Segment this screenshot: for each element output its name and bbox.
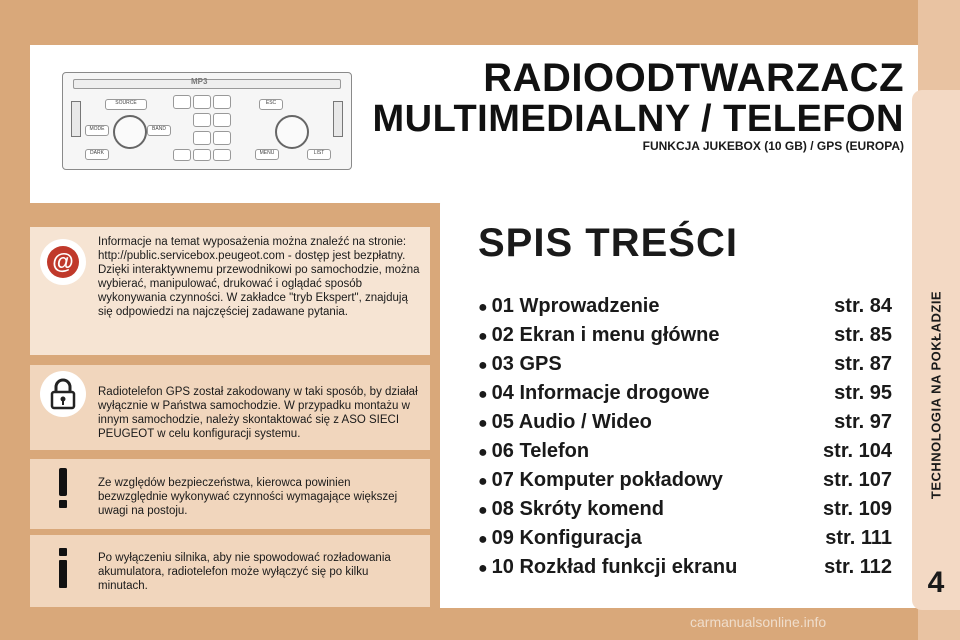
key-star: [173, 149, 191, 161]
info-note-text: Po wyłączeniu silnika, aby nie spowodować rozładowania akumulatora, radiotelefon może wyłączyć się po kilku minutach.: [98, 552, 391, 592]
mode-button: MODE: [85, 125, 109, 136]
info-note-battery: [30, 535, 430, 607]
toc-item-page: str. 97: [834, 410, 892, 433]
mp3-label: MP3: [191, 77, 208, 86]
toc-item-page: str. 87: [834, 352, 892, 375]
toc-item-page: str. 104: [823, 439, 892, 462]
info-note-security: [30, 365, 430, 450]
radio-illustration: [62, 72, 352, 170]
dark-button: DARK: [85, 149, 109, 160]
lock-icon: [40, 371, 86, 417]
toc-item-label: ● 07 Komputer pokładowy: [478, 468, 723, 491]
toc-item[interactable]: [478, 466, 892, 494]
toc-item-label: ● 06 Telefon: [478, 439, 590, 462]
at-sign-icon: [40, 239, 86, 285]
toc-item-label: ● 04 Informacje drogowe: [478, 381, 710, 404]
key-8: [193, 131, 211, 145]
toc-item-label: ● 03 GPS: [478, 352, 562, 375]
toc-item[interactable]: [478, 350, 892, 378]
key-2: [193, 95, 211, 109]
page-title-line-1: RADIOODTWARZACZ: [483, 56, 904, 100]
esc-button: ESC: [259, 99, 283, 110]
navigation-knob: [275, 115, 309, 149]
key-0: [193, 149, 211, 161]
left-side-slot: [71, 101, 81, 137]
key-3: [213, 95, 231, 109]
band-button: BAND: [147, 125, 171, 136]
toc-item-label: ● 05 Audio / Wideo: [478, 410, 652, 433]
info-note-text: Ze względów bezpieczeństwa, kierowca powinien bezwzględnie wykonywać czynności wymagające większej uwagi na postoju.: [98, 477, 398, 517]
source-button: SOURCE: [105, 99, 147, 110]
toc-item[interactable]: [478, 379, 892, 407]
toc-item-label: ● 09 Konfiguracja: [478, 526, 642, 549]
toc-item[interactable]: [478, 495, 892, 523]
toc-item[interactable]: [478, 292, 892, 320]
chapter-number: 4: [927, 566, 945, 599]
toc-item-page: str. 112: [824, 555, 892, 578]
toc-item-label: ● 01 Wprowadzenie: [478, 294, 660, 317]
toc-item[interactable]: [478, 553, 892, 581]
watermark: carmanualsonline.info: [690, 614, 827, 630]
key-1: [173, 95, 191, 109]
toc-item-label: ● 02 Ekran i menu główne: [478, 323, 720, 346]
key-9: [213, 131, 231, 145]
page-title-line-2: MULTIMEDIALNY / TELEFON: [372, 98, 904, 140]
toc-item-page: str. 111: [825, 526, 892, 549]
key-5: [193, 113, 211, 127]
key-6: [213, 113, 231, 127]
menu-button: MENU: [255, 149, 279, 160]
toc-item-page: str. 95: [834, 381, 892, 404]
exclamation-icon: [40, 465, 86, 511]
table-of-contents-heading: SPIS TREŚCI: [478, 221, 738, 265]
page-subtitle: FUNKCJA JUKEBOX (10 GB) / GPS (EUROPA): [642, 139, 904, 153]
toc-item[interactable]: [478, 408, 892, 436]
toc-item[interactable]: [478, 321, 892, 349]
list-button: LIST: [307, 149, 331, 160]
toc-item[interactable]: [478, 524, 892, 552]
volume-knob: [113, 115, 147, 149]
toc-item-page: str. 107: [823, 468, 892, 491]
info-icon: [40, 545, 86, 591]
toc-item-page: str. 85: [834, 323, 892, 346]
toc-item[interactable]: [478, 437, 892, 465]
key-hash: [213, 149, 231, 161]
info-note-safety: [30, 459, 430, 529]
info-note-text: Radiotelefon GPS został zakodowany w taki sposób, by działał wyłącznie w Państwa samochodzie. W przypadku montażu w innym samochodzie, należy skontaktować się z ASO SIECI PEUGEOT w celu konfiguracji systemu.: [98, 386, 418, 440]
info-note-text: Informacje na temat wyposażenia można znaleźć na stronie: http://public.servicebox.peugeot.com - dostęp jest bezpłatny. Dzięki interaktywnemu przewodnikowi po samochodzie, można wybierać, manipulować, drukować i oglądać sposób wykonywania czynności. W zakładce "tryb Ekspert", znajdują się odpowiedzi na najczęściej zadawane pytania.: [98, 236, 420, 318]
toc-item-label: ● 08 Skróty komend: [478, 497, 664, 520]
toc-item-page: str. 109: [823, 497, 892, 520]
info-note-website: [30, 227, 430, 355]
toc-item-page: str. 84: [834, 294, 892, 317]
toc-item-label: ● 10 Rozkład funkcji ekranu: [478, 555, 738, 578]
svg-text:@: @: [52, 249, 74, 274]
right-side-slot: [333, 101, 343, 137]
